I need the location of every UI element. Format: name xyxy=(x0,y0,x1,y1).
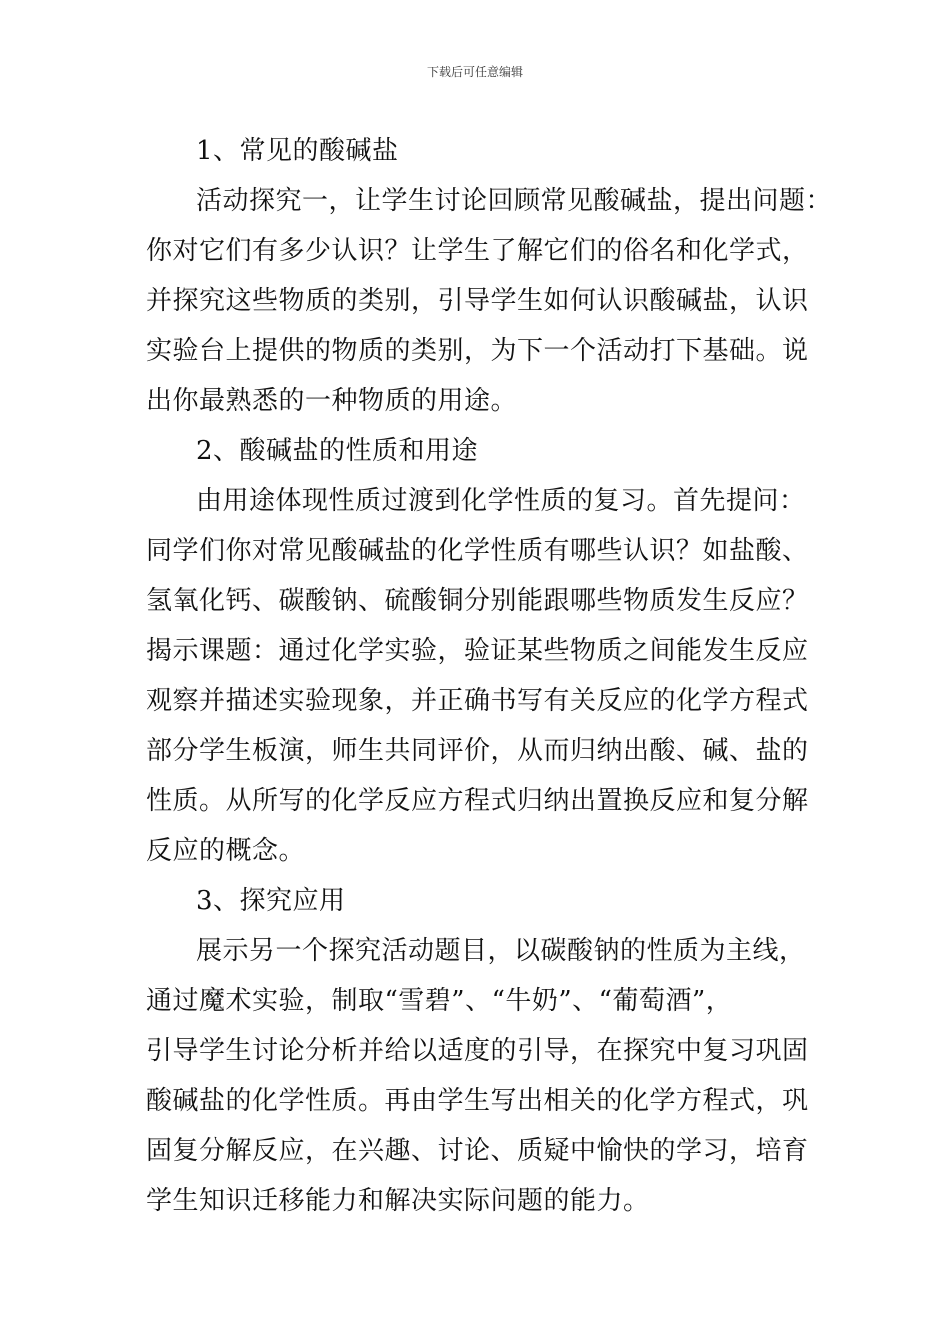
paragraph-line: 由用途体现性质过渡到化学性质的复习。首先提问： xyxy=(196,486,806,516)
paragraph-line: 氢氧化钙、碳酸钠、硫酸铜分别能跟哪些物质发生反应？ xyxy=(146,586,809,616)
paragraph-line: 出你最熟悉的一种物质的用途。 xyxy=(146,386,518,416)
section-heading-3: 3、探究应用 xyxy=(196,886,346,916)
paragraph-line: 活动探究一，让学生讨论回顾常见酸碱盐，提出问题： xyxy=(196,186,833,216)
paragraph-line: 并探究这些物质的类别，引导学生如何认识酸碱盐，认识 xyxy=(146,286,809,316)
paragraph-line: 学生知识迁移能力和解决实际问题的能力。 xyxy=(146,1186,650,1216)
paragraph-line: 引导学生讨论分析并给以适度的引导，在探究中复习巩固 xyxy=(146,1036,809,1066)
paragraph-line: 观察并描述实验现象，并正确书写有关反应的化学方程式 xyxy=(146,686,809,716)
paragraph-line: 固复分解反应，在兴趣、讨论、质疑中愉快的学习，培育 xyxy=(146,1136,809,1166)
paragraph-line: 展示另一个探究活动题目，以碳酸钠的性质为主线， xyxy=(196,936,806,966)
paragraph-line: 实验台上提供的物质的类别，为下一个活动打下基础。说 xyxy=(146,336,809,366)
section-heading-2: 2、酸碱盐的性质和用途 xyxy=(196,436,479,466)
page-header-note: 下载后可任意编辑 xyxy=(426,65,523,79)
paragraph-line: 同学们你对常见酸碱盐的化学性质有哪些认识？如盐酸、 xyxy=(146,536,809,566)
paragraph-line: 反应的概念。 xyxy=(146,836,306,866)
paragraph-line: 揭示课题：通过化学实验，验证某些物质之间能发生反应 xyxy=(146,636,809,666)
paragraph-line: 酸碱盐的化学性质。再由学生写出相关的化学方程式，巩 xyxy=(146,1086,809,1116)
paragraph-line: 你对它们有多少认识？让学生了解它们的俗名和化学式， xyxy=(146,236,809,266)
paragraph-line: 通过魔术实验，制取“雪碧”、“牛奶”、“葡萄酒”， xyxy=(146,986,733,1016)
paragraph-line: 部分学生板演，师生共同评价，从而归纳出酸、碱、盐的 xyxy=(146,736,809,766)
paragraph-line: 性质。从所写的化学反应方程式归纳出置换反应和复分解 xyxy=(146,786,809,816)
section-heading-1: 1、常见的酸碱盐 xyxy=(196,136,399,166)
